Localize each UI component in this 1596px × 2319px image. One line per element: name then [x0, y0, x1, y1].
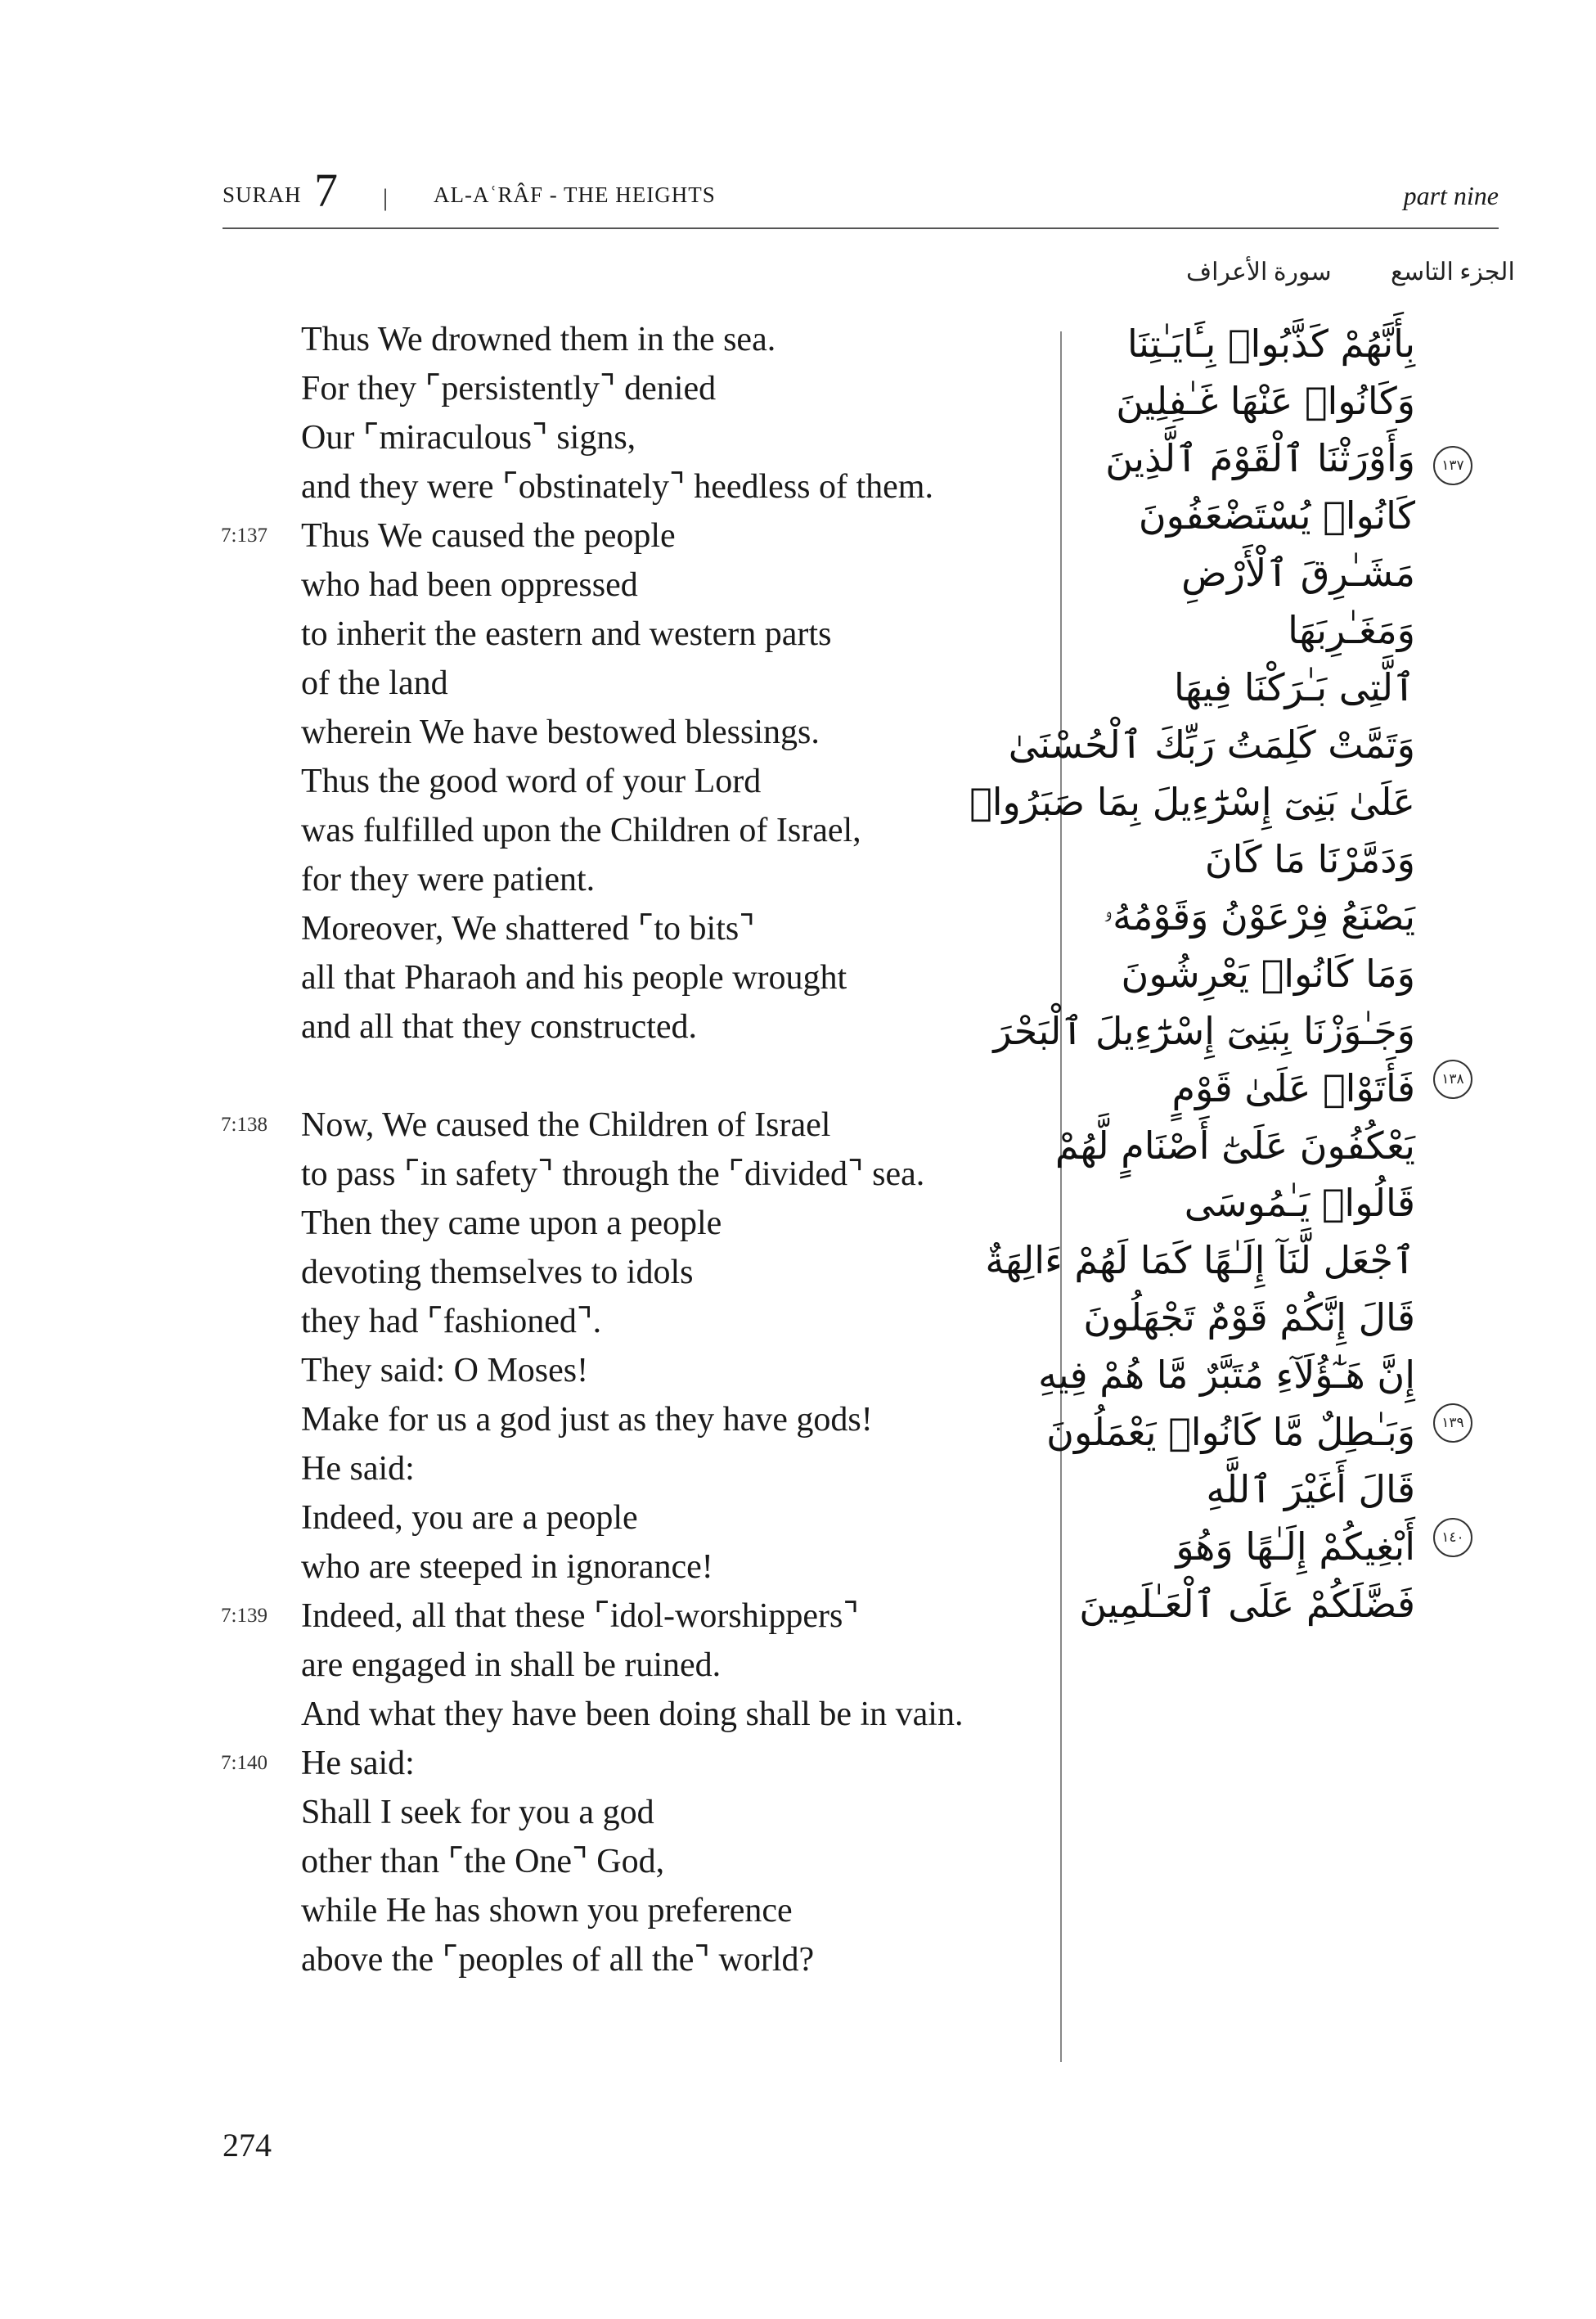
- translation-line: Make for us a god just as they have gods!: [301, 1401, 873, 1439]
- surah-number: 7: [314, 164, 338, 217]
- arabic-line: مَشَـٰرِقَ ٱلْأَرْضِ: [1181, 551, 1415, 595]
- translation-line: to pass ⌜in safety⌝ through the ⌜divided⌝ sea.: [301, 1155, 925, 1193]
- part-label: part nine: [1403, 181, 1499, 210]
- verse-number: 7:138: [221, 1114, 267, 1136]
- arabic-line: وَدَمَّرْنَا مَا كَانَ: [1204, 837, 1415, 881]
- translation-line: devoting themselves to idols: [301, 1254, 694, 1291]
- translation-line: They said: O Moses!: [301, 1352, 589, 1389]
- translation-line: Our ⌜miraculous⌝ signs,: [301, 419, 636, 457]
- translation-line: Indeed, all that these ⌜idol-worshippers⌝: [301, 1597, 860, 1635]
- arabic-line: وَكَانُوا۟ عَنْهَا غَـٰفِلِينَ: [1116, 379, 1415, 423]
- translation-line: while He has shown you preference: [301, 1892, 793, 1929]
- translation-line: Thus We drowned them in the sea.: [301, 321, 776, 358]
- arabic-line: ٱلَّتِى بَـٰرَكْنَا فِيهَا: [1174, 665, 1415, 709]
- translation-line: For they ⌜persistently⌝ denied: [301, 370, 717, 408]
- translation-line: who are steeped in ignorance!: [301, 1548, 713, 1586]
- translation-line: He said:: [301, 1745, 415, 1782]
- arabic-line: وَبَـٰطِلٌ مَّا كَانُوا۟ يَعْمَلُونَ: [1046, 1410, 1415, 1454]
- translation-line: all that Pharaoh and his people wrought: [301, 959, 847, 997]
- verse-marker-icon: ١٣٧: [1433, 446, 1472, 485]
- arabic-line: فَأَتَوْا۟ عَلَىٰ قَوْمٍ: [1171, 1066, 1415, 1110]
- page-number: 274: [223, 2127, 272, 2164]
- arabic-line: وَمَا كَانُوا۟ يَعْرِشُونَ: [1121, 952, 1415, 996]
- verse-marker-icon: ١٣٩: [1433, 1403, 1472, 1443]
- arabic-line: وَمَغَـٰرِبَهَا: [1288, 608, 1415, 652]
- arabic-line: وَجَـٰوَزْنَا بِبَنِىٓ إِسْرَٰٓءِيلَ ٱلْبَحْرَ: [993, 1009, 1415, 1053]
- arabic-line: يَعْكُفُونَ عَلَىٰٓ أَصْنَامٍ لَّهُمْ: [1054, 1123, 1415, 1168]
- arabic-line: ٱجْعَل لَّنَآ إِلَـٰهًا كَمَا لَهُمْ ءَالِهَةٌ: [985, 1238, 1415, 1282]
- arabic-line: بِأَنَّهُمْ كَذَّبُوا۟ بِـَٔايَـٰتِنَا: [1126, 322, 1415, 366]
- arabic-line: وَأَوْرَثْنَا ٱلْقَوْمَ ٱلَّذِينَ: [1105, 436, 1415, 480]
- translation-line: Indeed, you are a people: [301, 1499, 638, 1537]
- running-header: [223, 164, 1499, 225]
- verse-marker-icon: ١٣٨: [1433, 1060, 1472, 1099]
- translation-line: And what they have been doing shall be in vain.: [301, 1695, 964, 1733]
- header-divider: |: [383, 184, 389, 211]
- arabic-line: عَلَىٰ بَنِىٓ إِسْرَٰٓءِيلَ بِمَا صَبَرُوا۟: [969, 780, 1415, 824]
- translation-line: wherein We have bestowed blessings.: [301, 714, 820, 751]
- translation-line: was fulfilled upon the Children of Israel,: [301, 812, 861, 849]
- translation-line: Thus We caused the people: [301, 517, 676, 555]
- arabic-line: وَتَمَّتْ كَلِمَتُ رَبِّكَ ٱلْحُسْنَىٰ: [1008, 723, 1415, 767]
- arabic-line: فَضَّلَكُمْ عَلَى ٱلْعَـٰلَمِينَ: [1079, 1582, 1415, 1626]
- translation-line: they had ⌜fashioned⌝.: [301, 1303, 602, 1340]
- arabic-line: قَالَ إِنَّكُمْ قَوْمٌ تَجْهَلُونَ: [1083, 1295, 1415, 1340]
- translation-line: Now, We caused the Children of Israel: [301, 1106, 831, 1144]
- arabic-line: يَصْنَعُ فِرْعَوْنُ وَقَوْمُهُۥ: [1103, 894, 1415, 939]
- translation-line: who had been oppressed: [301, 566, 638, 604]
- verse-number: 7:139: [221, 1605, 267, 1627]
- arabic-line: قَالُوا۟ يَـٰمُوسَى: [1184, 1181, 1415, 1225]
- translation-line: other than ⌜the One⌝ God,: [301, 1843, 665, 1880]
- arabic-line: كَانُوا۟ يُسْتَضْعَفُونَ: [1138, 493, 1415, 538]
- translation-line: for they were patient.: [301, 861, 596, 898]
- translation-line: and they were ⌜obstinately⌝ heedless of them.: [301, 468, 933, 506]
- surah-title: AL-AʿRÂF - THE HEIGHTS: [434, 182, 716, 207]
- arabic-line: قَالَ أَغَيْرَ ٱللَّهِ: [1206, 1467, 1415, 1511]
- translation-line: of the land: [301, 664, 448, 702]
- translation-line: Then they came upon a people: [301, 1205, 722, 1242]
- translation-line: to inherit the eastern and western parts: [301, 615, 832, 653]
- translation-line: Moreover, We shattered ⌜to bits⌝: [301, 910, 755, 948]
- header-rule: [223, 227, 1499, 229]
- arabic-surah-label: سورة الأعراف: [1186, 259, 1332, 286]
- translation-line: Shall I seek for you a god: [301, 1794, 654, 1831]
- verse-number: 7:140: [221, 1752, 267, 1774]
- verse-number: 7:137: [221, 525, 267, 547]
- arabic-line: إِنَّ هَـٰٓؤُلَآءِ مُتَبَّرٌ مَّا هُمْ فِيهِ: [1038, 1353, 1415, 1397]
- column-divider: [1060, 331, 1062, 2062]
- translation-line: and all that they constructed.: [301, 1008, 698, 1046]
- translation-line: are engaged in shall be ruined.: [301, 1646, 722, 1684]
- translation-line: above the ⌜peoples of all the⌝ world?: [301, 1941, 815, 1979]
- surah-label: SURAH: [223, 182, 302, 207]
- translation-line: He said:: [301, 1450, 415, 1488]
- translation-line: Thus the good word of your Lord: [301, 763, 762, 800]
- arabic-juz-label: الجزء التاسع: [1391, 259, 1515, 286]
- arabic-line: أَبْغِيكُمْ إِلَـٰهًا وَهُوَ: [1176, 1524, 1415, 1569]
- verse-marker-icon: ١٤٠: [1433, 1518, 1472, 1557]
